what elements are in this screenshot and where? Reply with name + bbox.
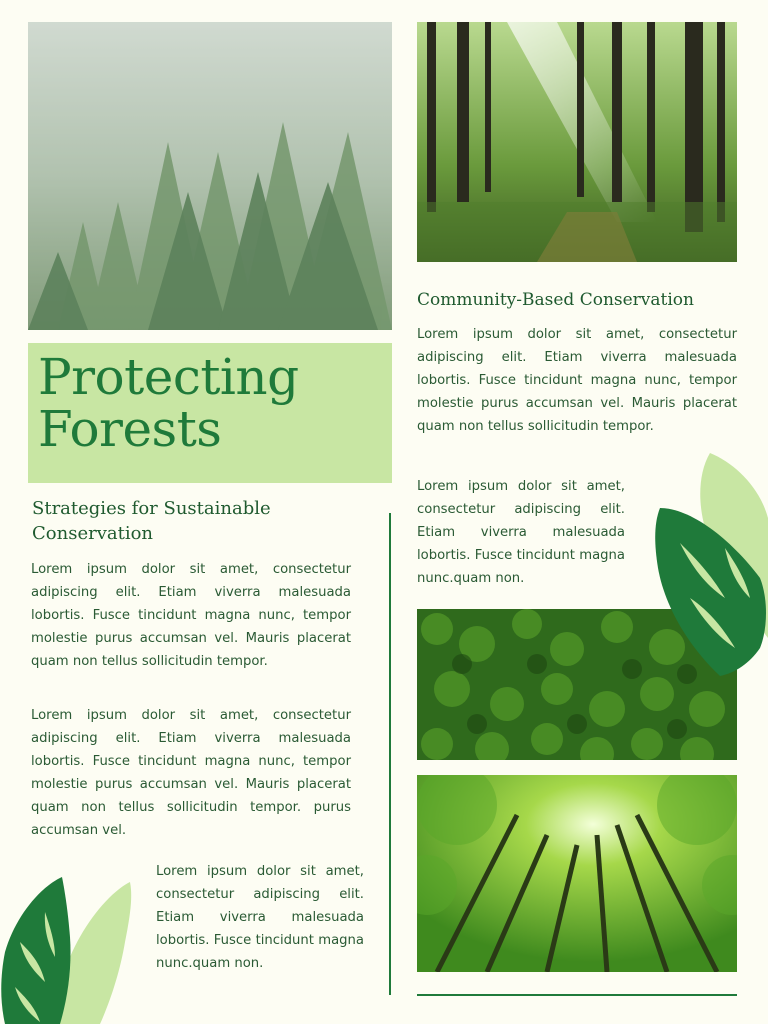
page-title xyxy=(38,348,382,458)
left-paragraph-1: Lorem ipsum dolor sit amet, consectetur adipiscing elit. Etiam viverra malesuada lobortis. Fusce tincidunt magna nunc, tempor molestie purus accumsan vel. Mauris placerat quam non tellus sollicitudin tempor. xyxy=(31,562,351,669)
leaf-decoration-right xyxy=(650,448,768,676)
title-block xyxy=(28,343,392,483)
title-line-2: Forests xyxy=(38,400,222,458)
misty-forest-photo xyxy=(28,22,392,330)
tree-canopy-upward-photo xyxy=(417,775,737,972)
right-paragraph-1: Lorem ipsum dolor sit amet, consectetur adipiscing elit. Etiam viverra malesuada lobortis. Fusce tincidunt magna nunc, tempor molestie purus accumsan vel. Mauris placerat quam non tellus sollicitudin tempor. xyxy=(417,327,737,434)
left-paragraph-3: Lorem ipsum dolor sit amet, consectetur adipiscing elit. Etiam viverra malesuada lobortis. Fusce tincidunt magna nunc.quam non. xyxy=(156,864,364,971)
right-subheading: Community-Based Conservation xyxy=(417,290,694,310)
right-paragraph-2: Lorem ipsum dolor sit amet, consectetur adipiscing elit. Etiam viverra malesuada lobortis. Fusce tincidunt magna nunc.quam non. xyxy=(417,479,625,586)
vertical-divider xyxy=(389,513,391,995)
left-subheading: Strategies for Sustainable Conservation xyxy=(32,498,271,544)
forest-path-photo xyxy=(417,22,737,262)
horizontal-divider xyxy=(417,994,737,996)
title-line-1: Protecting xyxy=(38,348,299,406)
left-paragraph-2: Lorem ipsum dolor sit amet, consectetur adipiscing elit. Etiam viverra malesuada lobortis. Fusce tincidunt magna nunc, tempor molestie purus accumsan vel. Mauris placerat quam non tellus sollicitudin tempor. purus accumsan vel. xyxy=(31,708,351,838)
leaf-decoration-left xyxy=(0,872,135,1024)
